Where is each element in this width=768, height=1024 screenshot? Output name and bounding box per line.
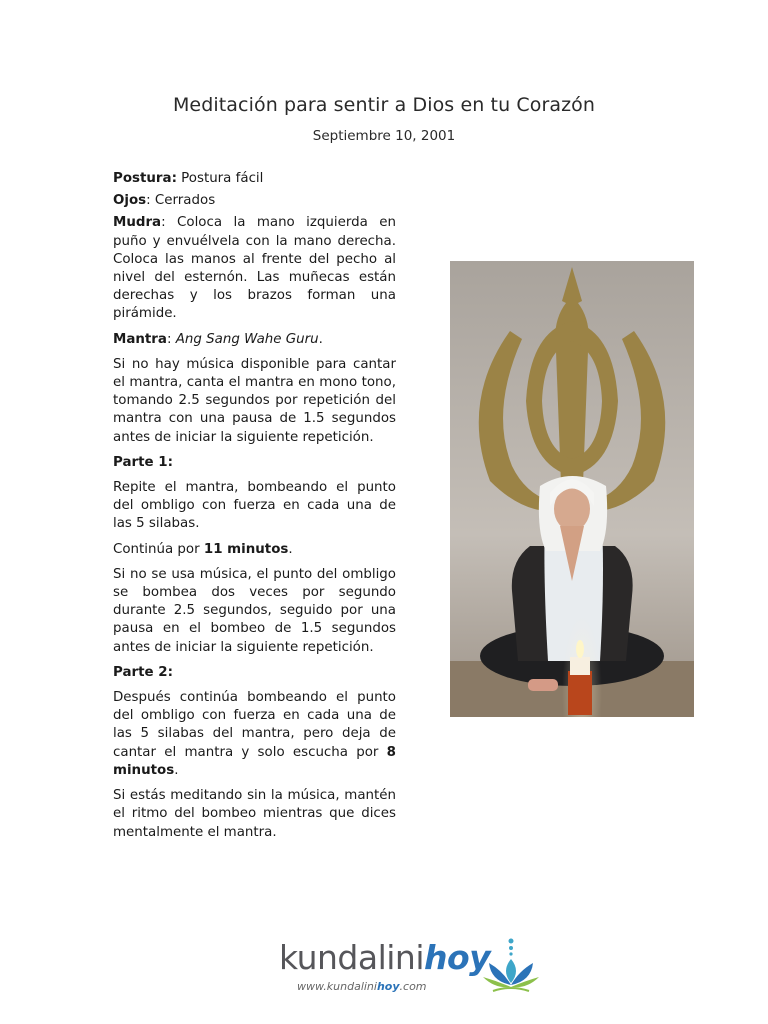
meditation-illustration — [450, 261, 694, 717]
ojos-label: Ojos — [113, 193, 147, 209]
mudra-label: Mudra — [113, 215, 162, 231]
parte1-text: Repite el mantra, bombeando el punto del ombligo con fuerza en cada una de las 5 silabas. — [113, 480, 396, 532]
mantra-note: Si no hay música disponible para cantar el mantra, canta el mantra en mono tono, tomando 2.5 segundos por repetición del mantra con una pausa de 1.5 segundos antes de iniciar la siguiente repetición. — [113, 356, 396, 445]
mudra-paragraph: Mudra: Coloca la mano izquierda en puño y envuélvela con la mano derecha. Coloca las manos al frente del pecho al nivel del esternón. Las muñecas están derechas y los brazos forman una pirámide. — [113, 215, 396, 322]
postura-value: Postura fácil — [176, 171, 264, 186]
meditation-photo — [450, 261, 694, 717]
logo-url[interactable]: www.kundalinihoy.com — [297, 980, 427, 993]
mantra-value: Ang Sang Wahe Guru — [175, 331, 319, 347]
parte1-minutes: 11 minutos — [203, 541, 289, 557]
mantra-line: Mantra: Ang Sang Wahe Guru. — [113, 331, 323, 347]
parte2-heading: Parte 2: — [113, 664, 173, 680]
parte2-minutes: 8 minutos — [113, 744, 396, 778]
parte2-text: Después continúa bombeando el punto del ombligo con fuerza en cada una de las 5 silabas del mantra, pero deja de cantar el mantra y solo escucha por 8 minutos. — [113, 690, 396, 778]
instructions-column — [113, 170, 396, 849]
ojos-value: Cerrados — [150, 193, 216, 209]
ojos-line: Ojos: Cerrados — [113, 193, 216, 209]
document-title: Meditación para sentir a Dios en tu Corazón — [172, 94, 596, 116]
document-date: Septiembre 10, 2001 — [312, 128, 456, 144]
kundalinihoy-logo — [277, 935, 547, 999]
logo-wordmark: kundalinihoy — [279, 938, 491, 977]
parte1-nomusic: Si no se usa música, el punto del ombligo se bombea dos veces por segundo durante 2.5 segundos, seguido por una pausa en el bombeo de 1.5 segundos antes de iniciar la siguiente repetición. — [113, 566, 396, 655]
parte1-heading: Parte 1: — [113, 454, 173, 470]
candle — [562, 561, 602, 717]
mudra-value: Coloca la mano izquierda en puño y envuélvela con la mano derecha. Coloca las manos al frente del pecho al nivel del esternón. Las muñecas están derechas y los brazos forman una pirámide. — [113, 215, 396, 322]
lotus-icon — [481, 937, 541, 995]
parte2-nomusic: Si estás meditando sin la música, mantén el ritmo del bombeo mientras que dices mentalmente el mantra. — [113, 788, 396, 840]
postura-label: Postura — [113, 171, 172, 186]
postura-line: Postura: Postura fácil — [113, 171, 264, 186]
parte1-duration: Continúa por 11 minutos. — [113, 541, 293, 557]
mantra-label: Mantra — [113, 331, 167, 347]
